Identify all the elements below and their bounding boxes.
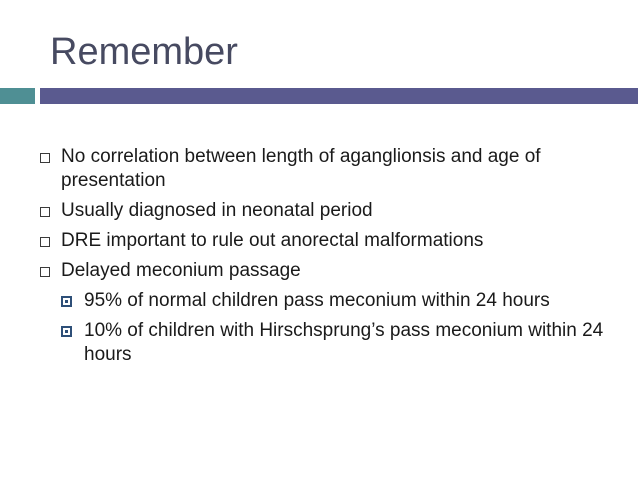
sub-bullet-list xyxy=(61,289,620,367)
bullet-text: Delayed meconium passage xyxy=(61,260,301,281)
slide-title: Remember xyxy=(50,31,238,73)
bullet-item xyxy=(40,229,620,253)
accent-bar-right xyxy=(40,88,638,104)
bullet-item xyxy=(40,259,620,367)
square-bullet-icon xyxy=(61,326,72,337)
sub-bullet-text: 95% of normal children pass meconium within 24 hours xyxy=(84,290,550,311)
bullet-text: Usually diagnosed in neonatal period xyxy=(61,200,373,221)
bullet-list xyxy=(40,145,620,373)
square-bullet-icon xyxy=(61,296,72,307)
bullet-item xyxy=(40,145,620,193)
accent-bar-left xyxy=(0,88,35,104)
bullet-text: No correlation between length of aganglionsis and age of presentation xyxy=(61,146,541,191)
sub-bullet-item xyxy=(61,289,620,313)
checkbox-bullet-icon xyxy=(40,153,50,163)
bullet-item xyxy=(40,199,620,223)
checkbox-bullet-icon xyxy=(40,207,50,217)
sub-bullet-item xyxy=(61,319,620,367)
checkbox-bullet-icon xyxy=(40,267,50,277)
bullet-text: DRE important to rule out anorectal malformations xyxy=(61,230,484,251)
sub-bullet-text: 10% of children with Hirschsprung’s pass meconium within 24 hours xyxy=(84,320,604,365)
checkbox-bullet-icon xyxy=(40,237,50,247)
